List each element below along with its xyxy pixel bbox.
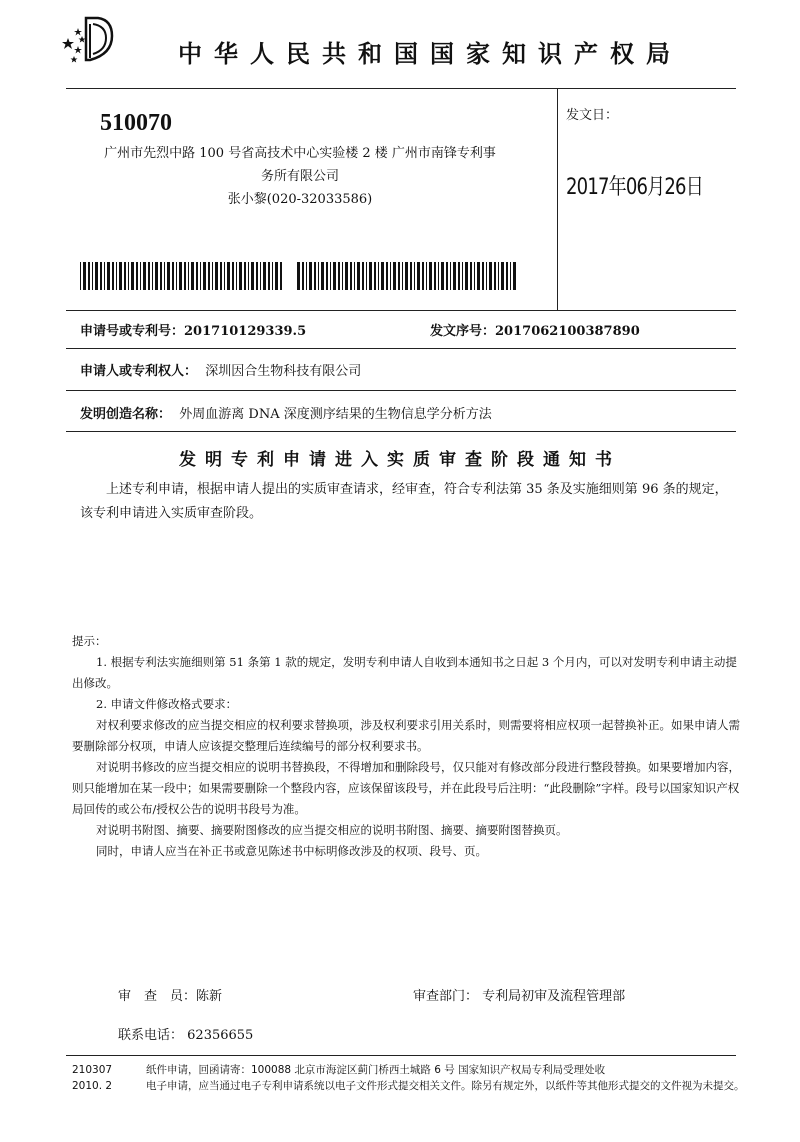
barcode-bar	[80, 262, 81, 290]
barcode-bar	[208, 262, 210, 290]
agency-name: 中华人民共和国国家知识产权局	[178, 40, 682, 68]
cnipa-logo-icon	[60, 14, 120, 66]
barcode-bar	[354, 262, 355, 290]
barcode-bar	[342, 262, 343, 290]
barcode-bar	[212, 262, 213, 290]
tips-section	[72, 631, 744, 862]
barcode-bar	[462, 262, 463, 290]
barcode-bar	[172, 262, 174, 290]
form-version: 2010. 2	[72, 1080, 113, 1092]
tips-heading: 提示：	[72, 634, 107, 648]
barcode-bar	[314, 262, 316, 290]
barcode-bar	[179, 262, 182, 290]
barcode-bar	[470, 262, 472, 290]
barcode-bar	[302, 262, 304, 290]
barcode-bar	[330, 262, 331, 290]
tip-item: 2. 申请文件修改格式要求：	[96, 697, 238, 711]
barcode-bar	[112, 262, 114, 290]
barcode-bar	[200, 262, 201, 290]
footer-divider	[66, 1055, 736, 1056]
invention-row	[80, 403, 492, 422]
barcode-bar	[100, 262, 102, 290]
address-line-1: 广州市先烈中路 100 号省高技术中心实验楼 2 楼 广州市南锋专利事	[104, 146, 496, 161]
tip-item: 对说明书修改的应当提交相应的说明书替换段，不得增加和删除段号，仅只能对有修改部分段进行整段替换。如果要增加内容，则只能增加在某一段中；如果需要删除一个整段内容，应该保留该段号，并在此段号后注明：“此段删除”字样。段号以国家知识产权局回传的或公布/授权公告的说明书段号为准。	[72, 760, 740, 816]
barcode-bar	[136, 262, 138, 290]
barcode-bar	[107, 262, 110, 290]
barcode-bar	[510, 262, 511, 290]
barcode-bar	[501, 262, 504, 290]
barcode-bar	[224, 262, 225, 290]
barcode-bar	[188, 262, 189, 290]
barcode-bar	[191, 262, 194, 290]
application-number: 201710129339.5	[184, 324, 307, 339]
barcode-bar	[429, 262, 432, 290]
form-code: 210307	[72, 1064, 113, 1076]
barcode-bar	[338, 262, 340, 290]
barcode-bar	[486, 262, 487, 290]
barcode-bar	[318, 262, 319, 290]
examiner-row	[118, 985, 222, 1004]
tip-item: 对说明书附图、摘要、摘要附图修改的应当提交相应的说明书附图、摘要、摘要附图替换页。	[96, 823, 568, 837]
barcode-bar	[248, 262, 249, 290]
barcode-bar	[366, 262, 367, 290]
barcode-bar	[434, 262, 436, 290]
barcode-bar	[398, 262, 400, 290]
barcode-bar	[450, 262, 451, 290]
send-date-label: 发文日：	[566, 108, 619, 123]
tip-item: 1. 根据专利法实施细则第 51 条第 1 款的规定，发明专利申请人自收到本通知书之日起 3 个月内，可以对发明专利申请主动提出修改。	[72, 655, 737, 690]
barcode-bar	[453, 262, 456, 290]
barcode-bar	[441, 262, 444, 290]
barcode-bar	[176, 262, 177, 290]
divider-vertical	[557, 88, 558, 310]
barcode-bar	[167, 262, 170, 290]
send-date-stamp: 2017年06月26日	[566, 175, 703, 200]
applicant: 深圳因合生物科技有限公司	[205, 364, 362, 379]
phone-label: 联系电话：	[118, 1028, 184, 1043]
divider-meta-2	[66, 348, 736, 349]
barcode-bar	[357, 262, 360, 290]
dispatch-number-row	[430, 320, 640, 339]
address-block	[80, 142, 520, 211]
barcode-bar	[236, 262, 237, 290]
barcode-bar	[220, 262, 222, 290]
examiner-name: 陈新	[196, 989, 223, 1004]
barcode-bar	[140, 262, 141, 290]
barcode-bar	[164, 262, 165, 290]
divider-meta-1	[66, 310, 736, 311]
barcode-bar	[386, 262, 388, 290]
barcode-bar	[152, 262, 153, 290]
barcode-bar	[244, 262, 246, 290]
notice-title: 发明专利申请进入实质审查阶段通知书	[179, 450, 621, 470]
dispatch-number: 2017062100387890	[495, 324, 640, 339]
barcode-icon	[80, 262, 285, 290]
barcode-bar	[272, 262, 273, 290]
barcode-bar	[83, 262, 86, 290]
barcode-bar	[381, 262, 384, 290]
barcode-bar	[378, 262, 379, 290]
footer-text	[146, 1062, 746, 1094]
barcode-bar	[438, 262, 439, 290]
barcode-bar	[306, 262, 307, 290]
barcode-bar	[256, 262, 258, 290]
barcode-bar	[465, 262, 468, 290]
invention-label: 发明创造名称：	[80, 407, 172, 422]
barcode-bar	[275, 262, 278, 290]
barcode-bar	[131, 262, 134, 290]
barcode-bar	[203, 262, 206, 290]
applicant-label: 申请人或专利权人：	[80, 364, 198, 379]
barcode-bar	[390, 262, 391, 290]
phone-number: 62356655	[187, 1028, 254, 1043]
barcode-bar	[268, 262, 270, 290]
barcode-bar	[124, 262, 126, 290]
barcode-bar	[345, 262, 348, 290]
barcode-bar	[321, 262, 324, 290]
address-line-2: 务所有限公司	[260, 169, 339, 184]
barcode-bar	[227, 262, 230, 290]
tip-item: 同时，申请人应当在补正书或意见陈述书中标明修改涉及的权项、段号、页。	[96, 844, 487, 858]
barcode-bar	[184, 262, 186, 290]
barcode-bar	[260, 262, 261, 290]
barcode-bar	[160, 262, 162, 290]
barcode-bar	[92, 262, 93, 290]
barcode-bar	[393, 262, 396, 290]
barcode-bar	[232, 262, 234, 290]
barcode-bar	[426, 262, 427, 290]
barcode-bar	[263, 262, 266, 290]
barcode-bar	[116, 262, 117, 290]
invention-title: 外周血游离 DNA 深度测序结果的生物信息学分析方法	[179, 407, 492, 422]
barcode-icon	[297, 262, 518, 290]
barcode-bar	[494, 262, 496, 290]
barcode-bar	[489, 262, 492, 290]
dispatch-number-label: 发文序号：	[430, 324, 496, 339]
barcode-bar	[362, 262, 364, 290]
barcode-bar	[333, 262, 336, 290]
divider-meta-4	[66, 431, 736, 432]
barcode-bar	[405, 262, 408, 290]
barcode-bar	[280, 262, 282, 290]
barcode-bar	[446, 262, 448, 290]
postal-code: 510070	[100, 110, 172, 136]
barcode-bar	[119, 262, 122, 290]
barcode-bar	[88, 262, 90, 290]
footer-line-2: 电子申请，应当通过电子专利申请系统以电子文件形式提交相关文件。除另有规定外，以纸件等其他形式提交的文件视为未提交。	[146, 1080, 745, 1092]
examiner-label: 审 查 员：	[118, 989, 197, 1004]
barcode-bar	[128, 262, 129, 290]
barcode-bar	[95, 262, 98, 290]
tip-item: 对权利要求修改的应当提交相应的权利要求替换项，涉及权利要求引用关系时，则需要将相应权项一起替换补正。如果申请人需要删除部分权项，申请人应该提交整理后连续编号的部分权利要求书。	[72, 718, 740, 753]
application-number-label: 申请号或专利号：	[80, 324, 185, 339]
department-name: 专利局初审及流程管理部	[482, 989, 626, 1004]
barcode-bar	[369, 262, 372, 290]
department-label: 审查部门：	[413, 989, 479, 1004]
barcode-bar	[239, 262, 242, 290]
divider-top	[66, 88, 736, 89]
phone-row	[118, 1024, 253, 1043]
notice-body: 上述专利申请，根据申请人提出的实质审查请求，经审查，符合专利法第 35 条及实施细则第 96 条的规定，该专利申请进入实质审查阶段。	[80, 482, 728, 521]
barcode-bar	[402, 262, 403, 290]
barcode-bar	[374, 262, 376, 290]
barcode-bar	[148, 262, 150, 290]
divider-meta-3	[66, 390, 736, 391]
barcode-bar	[350, 262, 352, 290]
barcode-bar	[482, 262, 484, 290]
barcode-bar	[155, 262, 158, 290]
barcode-bar	[422, 262, 424, 290]
barcode-bar	[297, 262, 300, 290]
barcode-bar	[477, 262, 480, 290]
footer-line-1: 纸件申请，回函请寄：100088 北京市海淀区蓟门桥西土城路 6 号 国家知识产权局专利局受理处收	[146, 1064, 606, 1076]
barcode-bar	[458, 262, 460, 290]
barcode-bar	[506, 262, 508, 290]
application-number-row	[80, 320, 306, 339]
barcode-bar	[326, 262, 328, 290]
barcode-bar	[417, 262, 420, 290]
barcode-bar	[309, 262, 312, 290]
recipient: 张小黎(020-32033586)	[227, 192, 373, 207]
barcode-bar	[251, 262, 254, 290]
barcode-bar	[410, 262, 412, 290]
barcode-bar	[414, 262, 415, 290]
barcode-bar	[513, 262, 516, 290]
applicant-row	[80, 360, 361, 379]
barcode-bar	[196, 262, 198, 290]
barcode-bar	[104, 262, 105, 290]
barcode-bar	[143, 262, 146, 290]
barcode-bar	[474, 262, 475, 290]
barcode-bar	[215, 262, 218, 290]
department-row	[413, 985, 625, 1004]
barcode-bar	[498, 262, 499, 290]
